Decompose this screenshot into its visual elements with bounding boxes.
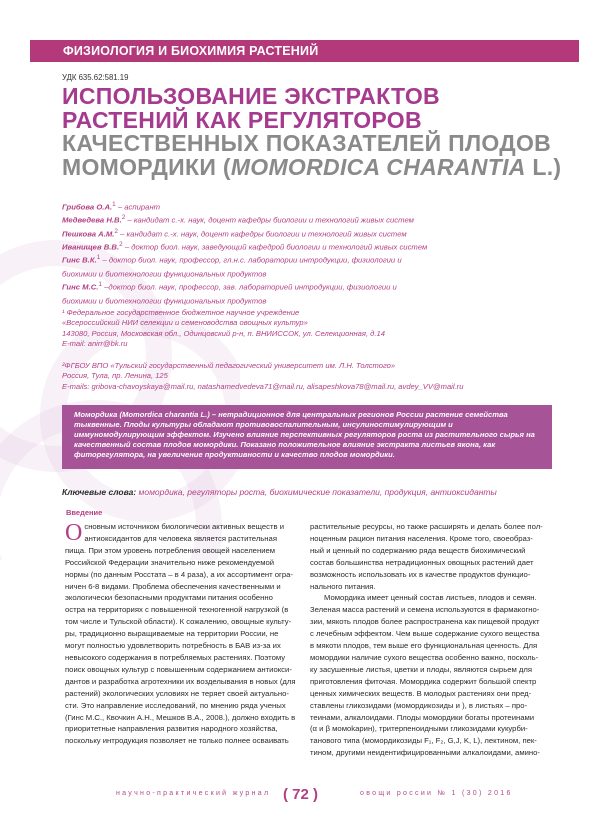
section-title: ФИЗИОЛОГИЯ И БИОХИМИЯ РАСТЕНИЙ [63, 44, 319, 58]
udk-code: УДК 635.62:581.19 [62, 73, 129, 82]
affiliation-2: ²ФГБОУ ВПО «Тульский государственный педагогический университет им. Л.Н. Толстого» Россия, Тула, пр. Ленина, 125 E-mails: gribova-chavoyskaya@mail.ru, natashamedvedeva71@mail.ru, alisapeshkova78@mail.ru, avdey_VV@mail.ru [62, 361, 562, 392]
author-line: Грибова О.А.$^1$ – аспирант [62, 201, 161, 212]
text-column-right: растительные ресурсы, но также расширять и делать более пол- ноценным рацион питания населения. Кроме того, своеобраз- ный и ценный по содержанию ряда веществ биохимический состав большинства нетрадиционных овощных растений дает возможность использовать их в качестве продуктов функцио- нального питания. Момордика имеет ценный состав листьев, плодов и семян. Зеленая масса растений и семена используются в фармакогно- зии, мякоть плодов более распространена как пищевой продукт с лечебным эффектом. Чем выше содержание сухого вещества в мякоти плодов, тем выше его функциональная ценность. Для момордики наличие сухого вещества особенно важно, посколь- ку засушенные листья, цветки и плоды, являются сырьем для приготовления фиточая. Момордика содержит большой спектр ценных химических веществ. В молодых растениях они пред- ставлены гликозидами (момордикозиды и ), в листьях – про- теинами, алкалоидами. Плоды момордики богаты протеинами (α и β момоkарин), тритерпеноидными гликозидами кукурби- танового типа (момордикозиды F₁, F₂, G,J, K, L), лектином, пек- тином, другими неидентифицированными алкалоидами, амино- [310, 522, 543, 758]
section-header [30, 40, 579, 62]
author-line: Гинс М.С.$^1$ –доктор биол. наук, профессор, зав. лабораторией интродукции, физиологии и [62, 281, 397, 292]
keywords-text: момордика, регуляторы роста, биохимические показатели, продукция, антиоксиданты [136, 487, 497, 497]
author-line: Медведева Н.В.$^2$ – кандидат с.-х. наук, доцент кафедры биологии и технологий живых систем [62, 214, 414, 225]
author-line: биохимии и биотехнологии функциональных продуктов [62, 269, 267, 279]
intro-heading: Введение [66, 508, 103, 517]
keywords [62, 487, 562, 497]
author-line: Иванищев В.В.$^2$ – доктор биол. наук, заведующий кафедрой биологии и технологий живых систем [62, 241, 428, 252]
article-title [62, 85, 562, 179]
author-line: Гинс В.К.$^1$ – доктор биол. наук, профессор, гл.н.с. лаборатории интродукции, физиологии и [62, 254, 402, 265]
drop-cap: О [65, 520, 83, 546]
journal-issue: овощи россии № 1 (30) 2016 [360, 790, 513, 797]
authors-list [62, 200, 552, 307]
journal-name: научно-практический журнал [116, 790, 271, 797]
author-line: Пешкова А.М.$^2$ – кандидат с.-х. наук, доцент кафедры биологии и технологий живых систем [62, 227, 407, 239]
abstract-box [62, 405, 552, 469]
text-column-left: О сновным источником биологически активных веществ и антиоксидантов для человека является растительная пища. При этом уровень потребления овощей населением Российской Федерации значительно ниже рекомендуемой нормы (по данным Росстата – в 4 раза), а их ассортимент огра- ничен 6-8 видами. Проблема обеспечения качественными и экологически безопасными продуктами питания особенно остра на территориях с повышенной техногенной нагрузкой (в том числе и Тульской области). К сожалению, овощные культу- ры, традиционно выращиваемые на территории России, не могут полностью удовлетворить потребность в БАВ из-за их невысокого содержания в потребляемых растениях. Поэтому поиск овощных культур с повышенным содержанием антиокси- дантов и разработка агротехники их возделывания в новых (для растений) экологических условиях не теряет своей актуально- сти. Это направление исследований, по мнению ряда ученых (Гинс М.С., Квочкин А.Н., Мешков В.А., 2008.), должно входить в приоритетные направления развития народного хозяйства, поскольку интродукция позволяет не только полнее осваивать [65, 520, 296, 746]
title-line-1: ИСПОЛЬЗОВАНИЕ ЭКСТРАКТОВ [62, 83, 440, 109]
page-footer [0, 786, 609, 802]
author-line: биохимии и биотехнологии функциональных продуктов [62, 296, 267, 306]
page-number: ( 72 ) [283, 786, 319, 803]
abstract-text: Момордика (Momordica charantia L.) – нетрадиционное для центральных регионов России растение семейства тыквенные. Плоды культуры обладают противовоспалительным, инсулиностимулирующим и иммуномодулирующим эффектом. Изучено влияние перспективных регуляторов роста из растительного сырья на качественный состав плодов момордики. Показано положительное влияние экстракта листьев якона, как фиторегулятора, на увеличение продуктивности и качество плодов момордики. [74, 410, 535, 460]
title-line-2: РАСТЕНИЙ КАК РЕГУЛЯТОРОВ [62, 106, 422, 133]
title-line-4: МОМОРДИКИ (MOMORDICA CHARANTIA L.) [62, 153, 562, 180]
emails-link[interactable]: E-mails: gribova-chavoyskaya@mail.ru, natashamedvedeva71@mail.ru, alisapeshkova78@mail.ru, avdey_VV@mail.ru [62, 381, 464, 391]
email-link[interactable]: E-mail: anirr@bk.ru [62, 338, 128, 348]
title-line-3: КАЧЕСТВЕННЫХ ПОКАЗАТЕЛЕЙ ПЛОДОВ [62, 130, 552, 156]
keywords-label: Ключевые слова: [62, 487, 137, 497]
affiliation-1: ¹ Федеральное государственное бюджетное научное учреждение «Всероссийский НИИ селекции и семеноводства овощных культур» 143080, Россия, Московская обл., Одинцовский р-н, п. ВНИИССОК, ул. Селекционная, д.14 E-mail: anirr@bk.ru [62, 308, 562, 349]
